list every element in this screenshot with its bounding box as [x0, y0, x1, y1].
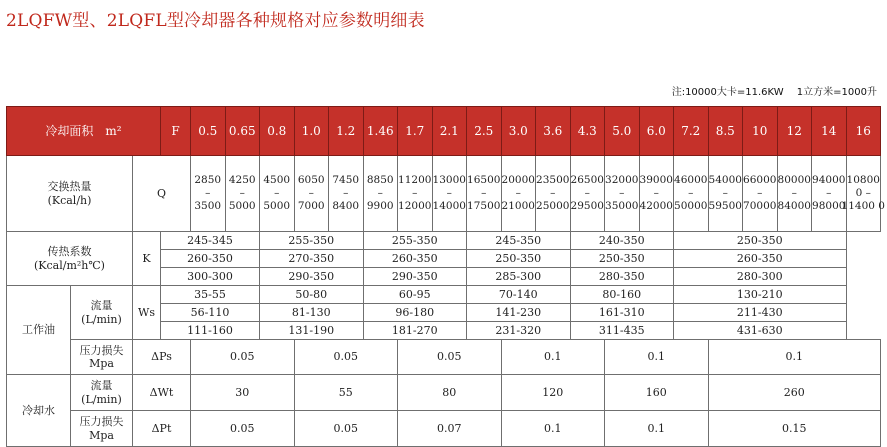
water-flow-value: 160: [605, 375, 709, 411]
water-loss-row: [7, 411, 881, 447]
area-value: 3.6: [536, 107, 571, 156]
heat-exchange-cell: 8850 – 9900: [363, 156, 398, 232]
heat-transfer-value: 290-350: [260, 268, 364, 286]
oil-loss-value: 0.05: [398, 340, 502, 375]
heat-exchange-cell: 23500 – 25000: [536, 156, 571, 232]
heat-exchange-cell: 94000 – 98000: [812, 156, 847, 232]
heat-transfer-row: [7, 232, 881, 250]
heat-transfer-value: 255-350: [260, 232, 364, 250]
water-loss-label: 压力损失 Mpa: [71, 411, 133, 447]
heat-transfer-value: 250-350: [467, 250, 571, 268]
heat-transfer-value: 240-350: [570, 232, 674, 250]
area-value: 0.65: [225, 107, 260, 156]
oil-flow-value: 141-230: [467, 304, 571, 322]
water-flow-value: 80: [398, 375, 502, 411]
oil-loss-row: [7, 340, 881, 375]
water-label: 冷却水: [7, 375, 71, 447]
heat-exchange-cell: 54000 – 59500: [708, 156, 743, 232]
heat-transfer-value: 260-350: [674, 250, 847, 268]
heat-transfer-value: 250-350: [570, 250, 674, 268]
area-value: 14: [812, 107, 847, 156]
page-title: 2LQFW型、2LQFL型冷却器各种规格对应参数明细表: [6, 11, 425, 31]
area-value: 0.8: [260, 107, 295, 156]
area-header: 冷却面积 m²: [7, 107, 161, 156]
oil-flow-row: [7, 286, 881, 304]
heat-transfer-value: 280-350: [570, 268, 674, 286]
water-flow-label: 流量 (L/min): [71, 375, 133, 411]
area-value: 1.46: [363, 107, 398, 156]
header-row: [7, 107, 881, 156]
heat-transfer-value: 280-300: [674, 268, 847, 286]
heat-exchange-cell: 16500 – 17500: [467, 156, 502, 232]
heat-transfer-value: 300-300: [161, 268, 260, 286]
oil-flow-value: 131-190: [260, 322, 364, 340]
oil-loss-label: 压力损失 Mpa: [71, 340, 133, 375]
oil-flow-symbol: Ws: [133, 286, 161, 340]
water-flow-value: 55: [294, 375, 398, 411]
oil-flow-value: 50-80: [260, 286, 364, 304]
oil-flow-value: 181-270: [363, 322, 467, 340]
oil-loss-value: 0.1: [708, 340, 881, 375]
oil-flow-value: 80-160: [570, 286, 674, 304]
heat-exchange-cell: 20000 – 21000: [501, 156, 536, 232]
heat-transfer-value: 270-350: [260, 250, 364, 268]
water-loss-value: 0.1: [501, 411, 605, 447]
area-value: 4.3: [570, 107, 605, 156]
area-value: 7.2: [674, 107, 709, 156]
oil-loss-value: 0.05: [191, 340, 295, 375]
water-flow-value: 30: [191, 375, 295, 411]
heat-exchange-cell: 80000 – 84000: [777, 156, 812, 232]
heat-transfer-value: 290-350: [363, 268, 467, 286]
heat-exchange-label: 交换热量 (Kcal/h): [7, 156, 133, 232]
heat-exchange-cell: 13000 – 14000: [432, 156, 467, 232]
water-flow-symbol: ΔWt: [133, 375, 191, 411]
heat-transfer-value: 285-300: [467, 268, 571, 286]
oil-label: 工作油: [7, 286, 71, 375]
heat-exchange-cell: 11200 – 12000: [398, 156, 433, 232]
area-symbol: F: [161, 107, 191, 156]
area-value: 6.0: [639, 107, 674, 156]
oil-flow-value: 431-630: [674, 322, 847, 340]
oil-flow-value: 111-160: [161, 322, 260, 340]
area-value: 10: [743, 107, 778, 156]
spec-table: [6, 106, 885, 447]
area-value: 12: [777, 107, 812, 156]
area-value: 3.0: [501, 107, 536, 156]
area-value: 1.2: [329, 107, 364, 156]
water-flow-value: 120: [501, 375, 605, 411]
oil-flow-value: 56-110: [161, 304, 260, 322]
heat-transfer-label: 传热系数 (Kcal/m²h℃): [7, 232, 133, 286]
heat-exchange-cell: 2850 – 3500: [191, 156, 226, 232]
oil-loss-value: 0.1: [605, 340, 709, 375]
oil-loss-value: 0.1: [501, 340, 605, 375]
heat-exchange-cell: 4500 – 5000: [260, 156, 295, 232]
heat-transfer-value: 260-350: [161, 250, 260, 268]
water-loss-symbol: ΔPt: [133, 411, 191, 447]
oil-flow-value: 35-55: [161, 286, 260, 304]
area-value: 16: [846, 107, 881, 156]
oil-flow-label: 流量 (L/min): [71, 286, 133, 340]
heat-transfer-value: 250-350: [674, 232, 847, 250]
oil-flow-value: 311-435: [570, 322, 674, 340]
heat-exchange-cell: 26500 – 29500: [570, 156, 605, 232]
heat-exchange-row: [7, 156, 881, 232]
heat-exchange-cell: 10800 0 – 11400 0: [846, 156, 881, 232]
water-loss-value: 0.07: [398, 411, 502, 447]
heat-transfer-value: 260-350: [363, 250, 467, 268]
heat-exchange-cell: 39000 – 42000: [639, 156, 674, 232]
area-value: 2.5: [467, 107, 502, 156]
heat-transfer-symbol: K: [133, 232, 161, 286]
oil-flow-value: 60-95: [363, 286, 467, 304]
area-value: 1.7: [398, 107, 433, 156]
water-loss-value: 0.1: [605, 411, 709, 447]
heat-exchange-cell: 6050 – 7000: [294, 156, 329, 232]
heat-exchange-cell: 66000 – 70000: [743, 156, 778, 232]
unit-note: 注:10000大卡=11.6KW 1立方米=1000升: [671, 87, 877, 98]
oil-flow-value: 211-430: [674, 304, 847, 322]
area-value: 1.0: [294, 107, 329, 156]
heat-transfer-value: 255-350: [363, 232, 467, 250]
heat-exchange-symbol: Q: [133, 156, 191, 232]
oil-loss-symbol: ΔPs: [133, 340, 191, 375]
oil-flow-value: 70-140: [467, 286, 571, 304]
heat-exchange-cell: 46000 – 50000: [674, 156, 709, 232]
water-flow-row: [7, 375, 881, 411]
water-flow-value: 260: [708, 375, 881, 411]
oil-loss-value: 0.05: [294, 340, 398, 375]
heat-transfer-value: 245-345: [161, 232, 260, 250]
water-loss-value: 0.05: [191, 411, 295, 447]
oil-flow-value: 161-310: [570, 304, 674, 322]
heat-transfer-value: 245-350: [467, 232, 571, 250]
area-value: 5.0: [605, 107, 640, 156]
area-value: 2.1: [432, 107, 467, 156]
heat-exchange-cell: 7450 – 8400: [329, 156, 364, 232]
heat-exchange-cell: 4250 – 5000: [225, 156, 260, 232]
water-loss-value: 0.05: [294, 411, 398, 447]
heat-exchange-cell: 32000 – 35000: [605, 156, 640, 232]
oil-flow-value: 81-130: [260, 304, 364, 322]
oil-flow-value: 96-180: [363, 304, 467, 322]
oil-flow-value: 231-320: [467, 322, 571, 340]
area-value: 8.5: [708, 107, 743, 156]
oil-flow-value: 130-210: [674, 286, 847, 304]
water-loss-value: 0.15: [708, 411, 881, 447]
area-value: 0.5: [191, 107, 226, 156]
